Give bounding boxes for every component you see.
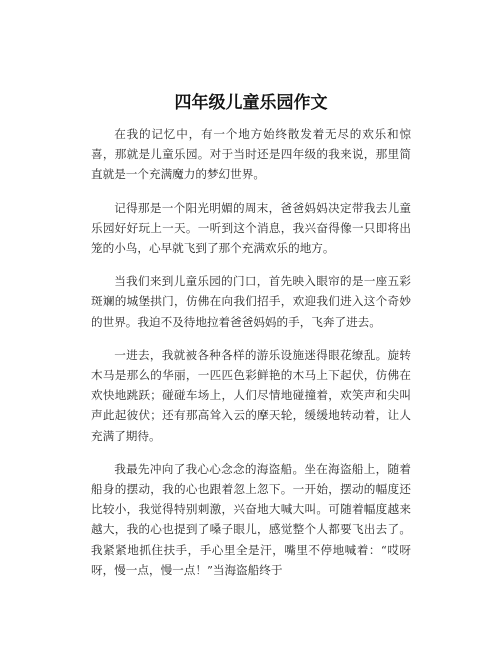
paragraph-3: 当我们来到儿童乐园的门口，首先映入眼帘的是一座五彩斑斓的城堡拱门，仿佛在向我们招手，欢迎我们进入这个奇妙的世界。我迫不及待地拉着爸爸妈妈的手，飞奔了进去。 [91,274,411,329]
paragraph-4: 一进去，我就被各种各样的游乐设施迷得眼花缭乱。旋转木马是那么的华丽，一匹匹色彩鲜艳的木马上下起伏，仿佛在欢快地跳跃；碰碰车场上，人们尽情地碰撞着，欢笑声和尖叫声此起彼伏；还有那高耸入云的摩天轮，缓缓地转动着，让人充满了期待。 [91,347,411,443]
paragraph-5: 我最先冲向了我心心念念的海盗船。坐在海盗船上，随着船身的摆动，我的心也跟着忽上忽下。一开始，摆动的幅度还比较小，我觉得特别刺激，兴奋地大喊大叫。可随着幅度越来越大，我的心也提到了嗓子眼儿，感觉整个人都要飞出去了。我紧紧地抓住扶手，手心里全是汗，嘴里不停地喊着：“哎呀呀，慢一点，慢一点！”当海盗船终于 [91,461,411,577]
document-body [91,124,411,593]
paragraph-1: 在我的记忆中，有一个地方始终散发着无尽的欢乐和惊喜，那就是儿童乐园。对于当时还是四年级的我来说，那里简直就是一个充满魔力的梦幻世界。 [91,127,411,182]
document-title: 四年级儿童乐园作文 [174,93,328,113]
paragraph-2: 记得那是一个阳光明媚的周末，爸爸妈妈决定带我去儿童乐园好好玩上一天。一听到这个消息，我兴奋得像一只即将出笼的小鸟，心早就飞到了那个充满欢乐的地方。 [91,200,411,256]
